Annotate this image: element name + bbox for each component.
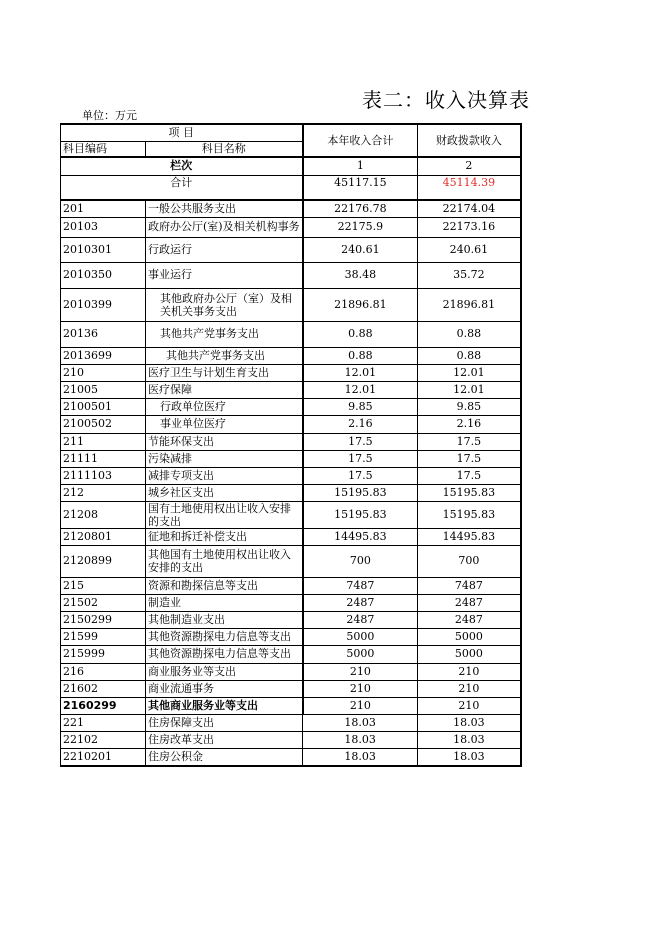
table-row: [61, 364, 521, 381]
row-fiscal-income: 15195.83: [418, 484, 521, 501]
row-fiscal-income: 240.61: [418, 237, 521, 262]
row-name: 其他国有土地使用权出让收入安排的支出: [146, 545, 303, 577]
row-income-total: 210: [303, 680, 418, 697]
row-name: 政府办公厅(室)及相关机构事务: [146, 217, 303, 237]
row-fiscal-income: 35.72: [418, 262, 521, 288]
row-name: 减排专项支出: [146, 467, 303, 484]
row-code: 21502: [61, 594, 146, 611]
row-name: 事业单位医疗: [146, 415, 303, 433]
row-income-total: 210: [303, 697, 418, 714]
table-row: [61, 237, 521, 262]
row-fiscal-income: 22173.16: [418, 217, 521, 237]
row-fiscal-income: 18.03: [418, 748, 521, 766]
row-income-total: 17.5: [303, 450, 418, 467]
table-row: [61, 545, 521, 577]
row-fiscal-income: 17.5: [418, 433, 521, 450]
table-row: [61, 731, 521, 748]
row-code: 221: [61, 714, 146, 731]
table-row: [61, 577, 521, 594]
row-income-total: 0.88: [303, 347, 418, 364]
row-income-total: 38.48: [303, 262, 418, 288]
row-income-total: 15195.83: [303, 484, 418, 501]
row-fiscal-income: 22174.04: [418, 200, 521, 217]
table-row: [61, 748, 521, 766]
table-row: [61, 288, 521, 321]
row-code: 2010301: [61, 237, 146, 262]
row-code: 2111103: [61, 467, 146, 484]
table-row: [61, 484, 521, 501]
row-name: 一般公共服务支出: [146, 200, 303, 217]
row-code: 201: [61, 200, 146, 217]
row-name: 住房保障支出: [146, 714, 303, 731]
header-col-income-total: 本年收入合计: [303, 124, 418, 157]
row-income-total: 22176.78: [303, 200, 418, 217]
table-row: [61, 680, 521, 697]
row-income-total: 12.01: [303, 364, 418, 381]
row-name: 其他资源勘探电力信息等支出: [146, 645, 303, 663]
row-code: 2100502: [61, 415, 146, 433]
row-fiscal-income: 210: [418, 697, 521, 714]
table-row: [61, 450, 521, 467]
table-row: [61, 501, 521, 528]
header-name: 科目名称: [146, 141, 303, 157]
row-fiscal-income: 700: [418, 545, 521, 577]
row-fiscal-income: 2487: [418, 594, 521, 611]
row-fiscal-income: 18.03: [418, 731, 521, 748]
table-row: [61, 528, 521, 545]
row-income-total: 2487: [303, 594, 418, 611]
total-label: 合计: [61, 175, 303, 200]
row-fiscal-income: 17.5: [418, 450, 521, 467]
row-code: 210: [61, 364, 146, 381]
row-name: 其他商业服务业等支出: [146, 697, 303, 714]
row-name: 行政单位医疗: [146, 398, 303, 415]
row-code: 2010350: [61, 262, 146, 288]
row-name: 事业运行: [146, 262, 303, 288]
row-name: 住房改革支出: [146, 731, 303, 748]
table-row: [61, 347, 521, 364]
row-fiscal-income: 17.5: [418, 467, 521, 484]
row-income-total: 5000: [303, 628, 418, 645]
row-fiscal-income: 18.03: [418, 714, 521, 731]
row-code: 2120801: [61, 528, 146, 545]
table-row: [61, 200, 521, 217]
row-code: 22102: [61, 731, 146, 748]
row-name: 征地和拆迁补偿支出: [146, 528, 303, 545]
row-fiscal-income: 0.88: [418, 347, 521, 364]
lanci-1: 1: [303, 157, 418, 175]
header-col-fiscal-income: 财政拨款收入: [418, 124, 521, 157]
row-income-total: 21896.81: [303, 288, 418, 321]
row-name: 其他政府办公厅（室）及相关机关事务支出: [146, 288, 303, 321]
row-income-total: 210: [303, 663, 418, 680]
row-income-total: 22175.9: [303, 217, 418, 237]
row-fiscal-income: 9.85: [418, 398, 521, 415]
row-code: 2010399: [61, 288, 146, 321]
header-code: 科目编码: [61, 141, 146, 157]
row-fiscal-income: 0.88: [418, 321, 521, 347]
row-income-total: 15195.83: [303, 501, 418, 528]
row-code: 21005: [61, 381, 146, 398]
row-income-total: 2487: [303, 611, 418, 628]
row-fiscal-income: 2.16: [418, 415, 521, 433]
total-income: 45117.15: [303, 175, 418, 200]
row-code: 21208: [61, 501, 146, 528]
table-row: [61, 467, 521, 484]
row-income-total: 7487: [303, 577, 418, 594]
row-income-total: 18.03: [303, 731, 418, 748]
row-name: 医疗卫生与计划生育支出: [146, 364, 303, 381]
row-name: 商业服务业等支出: [146, 663, 303, 680]
row-fiscal-income: 12.01: [418, 364, 521, 381]
table-row: [61, 381, 521, 398]
row-fiscal-income: 21896.81: [418, 288, 521, 321]
income-table: [60, 123, 522, 767]
row-code: 21602: [61, 680, 146, 697]
row-code: 216: [61, 663, 146, 680]
row-code: 215999: [61, 645, 146, 663]
table-row: [61, 433, 521, 450]
row-name: 污染减排: [146, 450, 303, 467]
row-income-total: 240.61: [303, 237, 418, 262]
row-fiscal-income: 15195.83: [418, 501, 521, 528]
row-income-total: 18.03: [303, 748, 418, 766]
row-income-total: 14495.83: [303, 528, 418, 545]
row-income-total: 12.01: [303, 381, 418, 398]
row-code: 2210201: [61, 748, 146, 766]
row-code: 212: [61, 484, 146, 501]
row-name: 商业流通事务: [146, 680, 303, 697]
report-title: 表二：收入决算表: [362, 88, 530, 112]
table-row: [61, 714, 521, 731]
row-code: 211: [61, 433, 146, 450]
row-name: 行政运行: [146, 237, 303, 262]
row-code: 2100501: [61, 398, 146, 415]
row-income-total: 18.03: [303, 714, 418, 731]
table-row: [61, 415, 521, 433]
table-row: [61, 594, 521, 611]
table-row: [61, 611, 521, 628]
row-name: 节能环保支出: [146, 433, 303, 450]
row-code: 2013699: [61, 347, 146, 364]
row-name: 城乡社区支出: [146, 484, 303, 501]
table-row: [61, 663, 521, 680]
row-code: 21599: [61, 628, 146, 645]
row-name: 资源和勘探信息等支出: [146, 577, 303, 594]
table-row: [61, 262, 521, 288]
row-name: 其他制造业支出: [146, 611, 303, 628]
row-name: 其他共产党事务支出: [146, 347, 303, 364]
total-fiscal-income: 45114.39: [418, 175, 521, 200]
lanci-label: 栏次: [61, 157, 303, 175]
row-code: 2120899: [61, 545, 146, 577]
table-row: [61, 645, 521, 663]
row-fiscal-income: 12.01: [418, 381, 521, 398]
row-code: 2160299: [61, 697, 146, 714]
row-fiscal-income: 210: [418, 680, 521, 697]
row-fiscal-income: 2487: [418, 611, 521, 628]
header-item: 项 目: [61, 124, 303, 141]
row-code: 215: [61, 577, 146, 594]
row-income-total: 2.16: [303, 415, 418, 433]
table-row: [61, 398, 521, 415]
table-row: [61, 697, 521, 714]
row-code: 2150299: [61, 611, 146, 628]
row-name: 医疗保障: [146, 381, 303, 398]
table-row: [61, 628, 521, 645]
lanci-2: 2: [418, 157, 521, 175]
table-row: [61, 217, 521, 237]
row-fiscal-income: 210: [418, 663, 521, 680]
row-fiscal-income: 14495.83: [418, 528, 521, 545]
row-code: 20136: [61, 321, 146, 347]
row-name: 其他共产党事务支出: [146, 321, 303, 347]
row-fiscal-income: 7487: [418, 577, 521, 594]
row-income-total: 9.85: [303, 398, 418, 415]
unit-label: 单位：万元: [82, 109, 137, 122]
row-name: 其他资源勘探电力信息等支出: [146, 628, 303, 645]
row-fiscal-income: 5000: [418, 645, 521, 663]
row-code: 20103: [61, 217, 146, 237]
row-code: 21111: [61, 450, 146, 467]
row-name: 住房公积金: [146, 748, 303, 766]
row-income-total: 0.88: [303, 321, 418, 347]
table-row: [61, 321, 521, 347]
row-income-total: 17.5: [303, 467, 418, 484]
row-income-total: 700: [303, 545, 418, 577]
row-fiscal-income: 5000: [418, 628, 521, 645]
row-income-total: 5000: [303, 645, 418, 663]
row-name: 制造业: [146, 594, 303, 611]
row-income-total: 17.5: [303, 433, 418, 450]
row-name: 国有土地使用权出让收入安排的支出: [146, 501, 303, 528]
